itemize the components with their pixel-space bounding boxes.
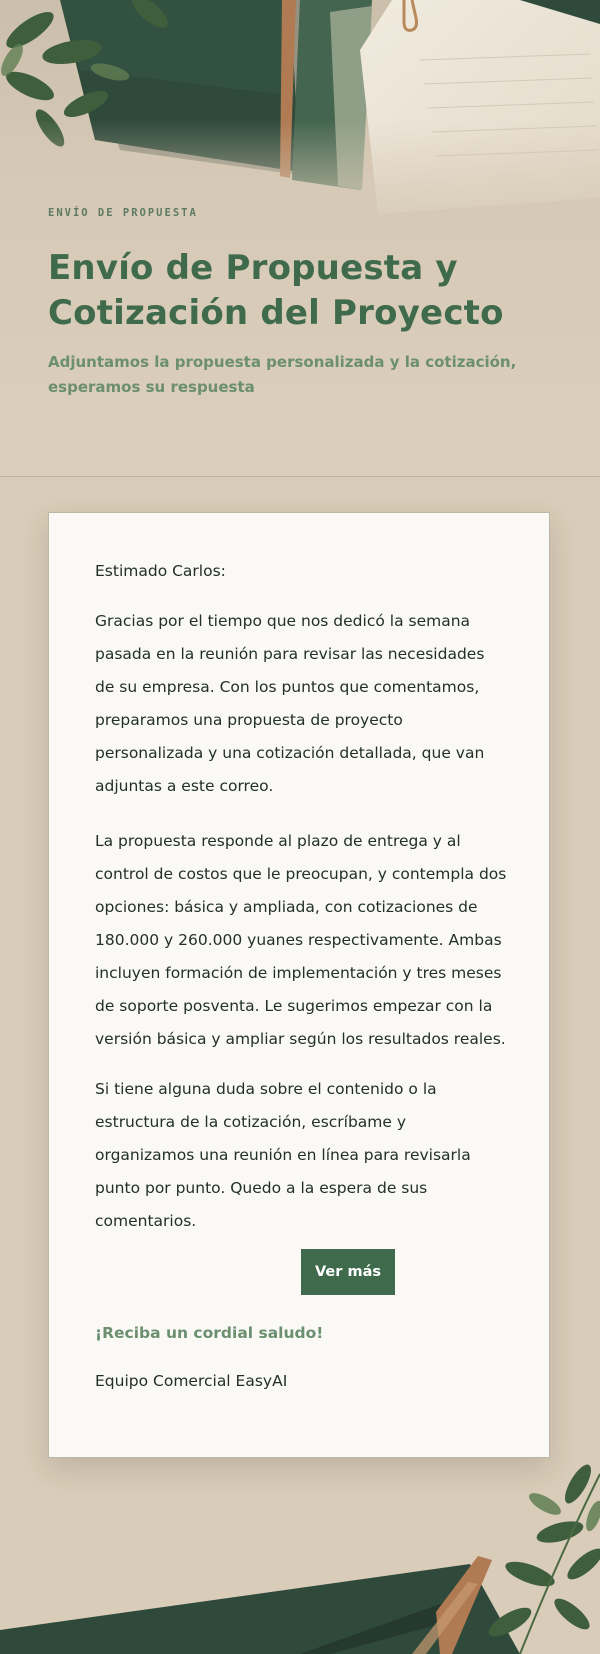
- hero-subtitle: Adjuntamos la propuesta personalizada y la cotización, esperamos su respuesta: [48, 353, 517, 396]
- hero-title: Envío de Propuesta y Cotización del Proyecto: [48, 248, 504, 333]
- see-more-button[interactable]: Ver más: [301, 1249, 395, 1295]
- email-card: [48, 512, 550, 1458]
- paragraph-contact: Si tiene alguna duda sobre el contenido o la estructura de la cotización, escríbame y organizamos una reunión en línea para revisarla punto por punto. Quedo a la espera de sus comentarios.: [95, 1080, 471, 1230]
- notebook-leaves-photo: [0, 0, 600, 240]
- hero-eyebrow: ENVÍO DE PROPUESTA: [48, 207, 198, 219]
- closing-greeting: ¡Reciba un cordial saludo!: [95, 1324, 324, 1342]
- greeting: Estimado Carlos:: [95, 562, 226, 580]
- notebook-leaves-bottom-photo: [0, 1454, 600, 1654]
- signature: Equipo Comercial EasyAI: [95, 1372, 288, 1390]
- paragraph-thanks: Gracias por el tiempo que nos dedicó la semana pasada en la reunión para revisar las necesidades de su empresa. Con los puntos que comentamos, preparamos una propuesta de proyecto personalizada y una cotización detallada, que van adjuntas a este correo.: [95, 612, 485, 795]
- hero-header: [0, 0, 600, 476]
- header-divider: [0, 476, 600, 477]
- paragraph-proposal-details: La propuesta responde al plazo de entrega y al control de costos que le preocupan, y contempla dos opciones: básica y ampliada, con cotizaciones de 180.000 y 260.000 yuanes respectivamente. Ambas incluyen formación de implementación y tres meses de soporte posventa. Le sugerimos empezar con la versión básica y ampliar según los resultados reales.: [95, 832, 507, 1048]
